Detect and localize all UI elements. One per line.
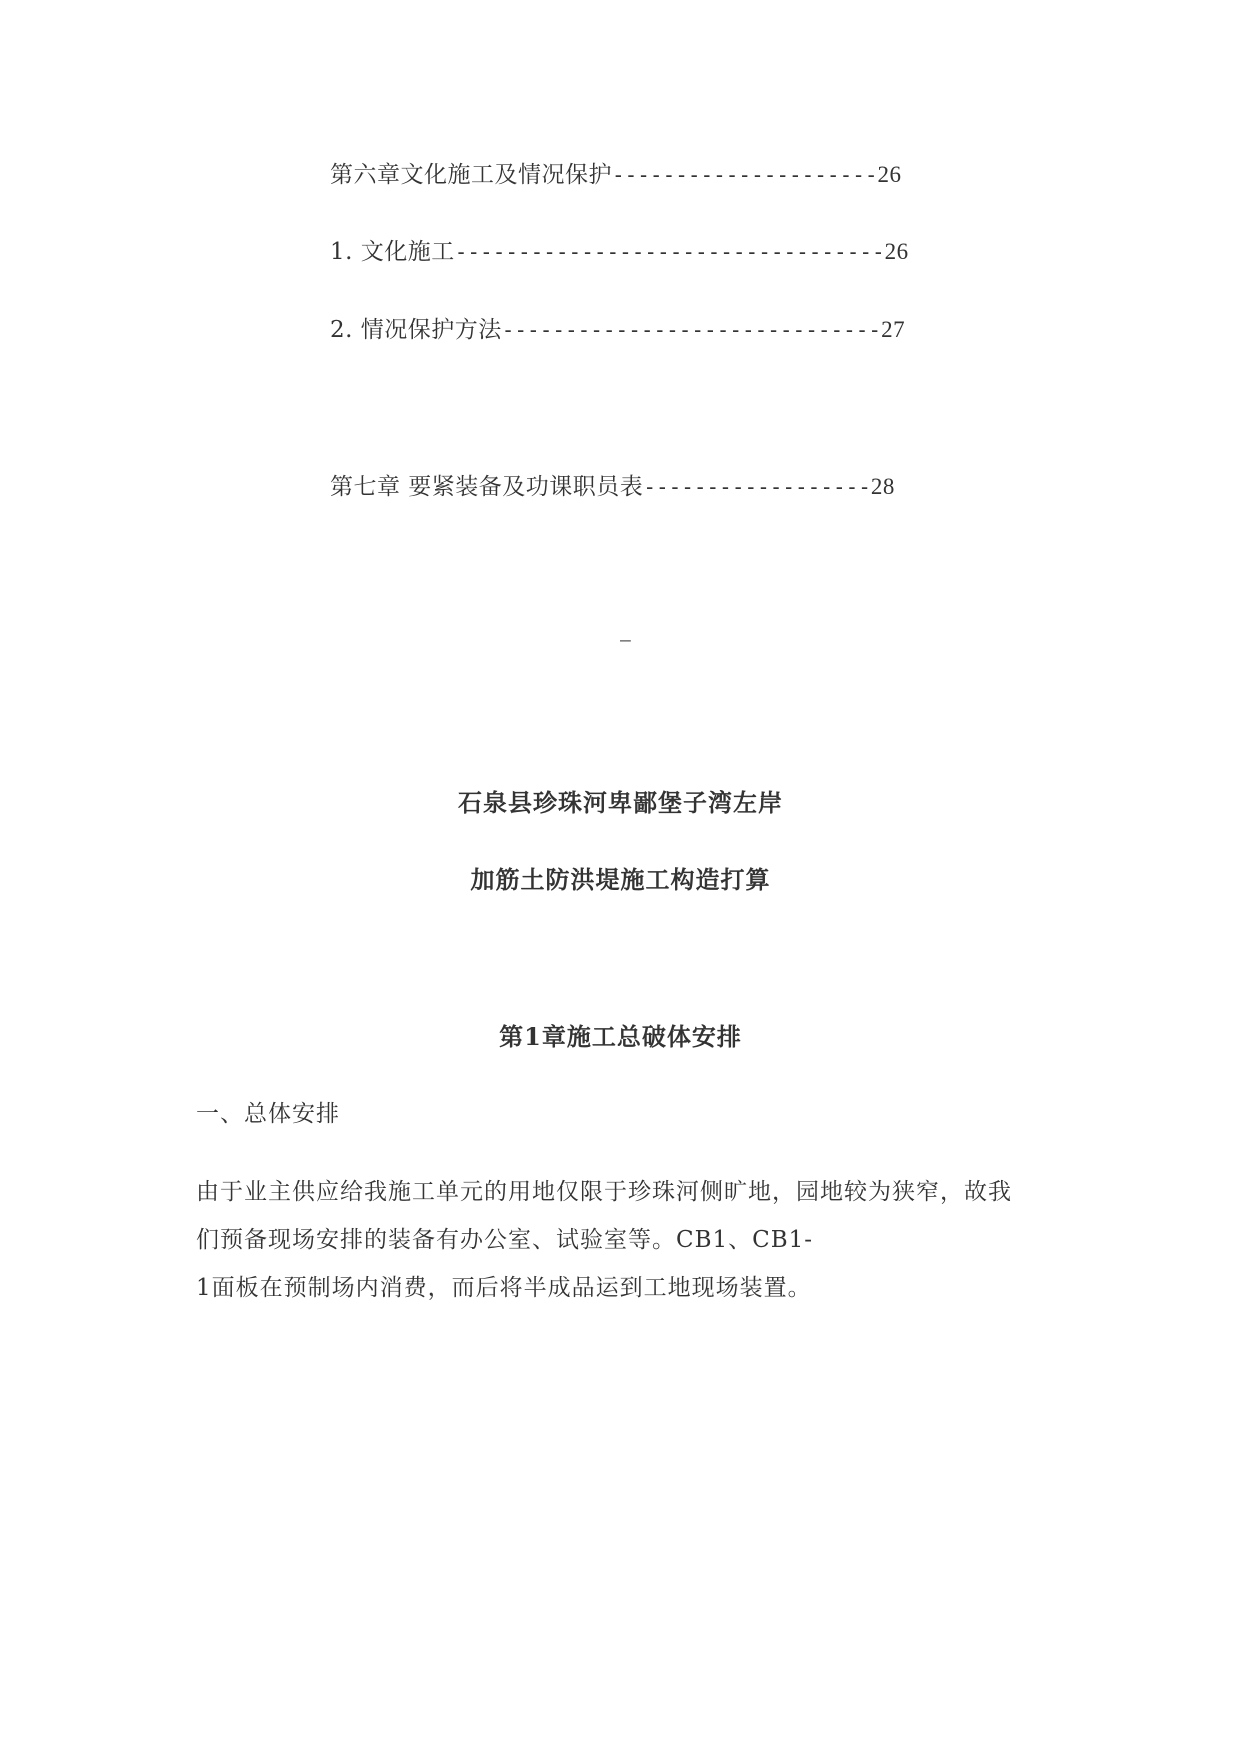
toc-page-number: 26 <box>884 239 909 264</box>
document-title-line-2: 加筋土防洪堤施工构造打算 <box>470 865 771 894</box>
toc-dots: --------------------- <box>612 163 878 187</box>
toc-dots: ------------------ <box>643 475 871 499</box>
toc-entry-6-1 <box>330 237 909 267</box>
toc-label: 第六章文化施工及情况保护 <box>330 162 612 188</box>
toc-entry-chapter-6 <box>330 160 902 190</box>
toc-label: 2. 情况保护方法 <box>330 317 502 343</box>
toc-entry-6-2 <box>330 315 905 345</box>
toc-dots: ---------------------------------- <box>454 240 885 264</box>
page-separator: – <box>620 630 631 651</box>
chapter-title: 第1章施工总破体安排 <box>499 1022 742 1051</box>
toc-label: 1. 文化施工 <box>330 239 455 265</box>
toc-dots: ------------------------------ <box>501 318 882 342</box>
paragraph-line: 1面板在预制场内消费，而后将半成品运到工地现场装置。 <box>196 1275 812 1301</box>
toc-page-number: 28 <box>870 474 895 499</box>
toc-label: 第七章 要紧装备及功课职员表 <box>330 474 644 500</box>
toc-page-number: 26 <box>877 162 902 187</box>
toc-entry-chapter-7 <box>330 472 895 502</box>
section-heading: 一、总体安排 <box>196 1101 340 1127</box>
paragraph-line: 由于业主供应给我施工单元的用地仅限于珍珠河侧旷地，园地较为狭窄，故我 <box>196 1179 1012 1205</box>
document-title-line-1: 石泉县珍珠河卑鄙堡子湾左岸 <box>458 788 783 817</box>
toc-page-number: 27 <box>881 317 906 342</box>
paragraph-line: 们预备现场安排的装备有办公室、试验室等。CB1、CB1- <box>196 1227 814 1253</box>
